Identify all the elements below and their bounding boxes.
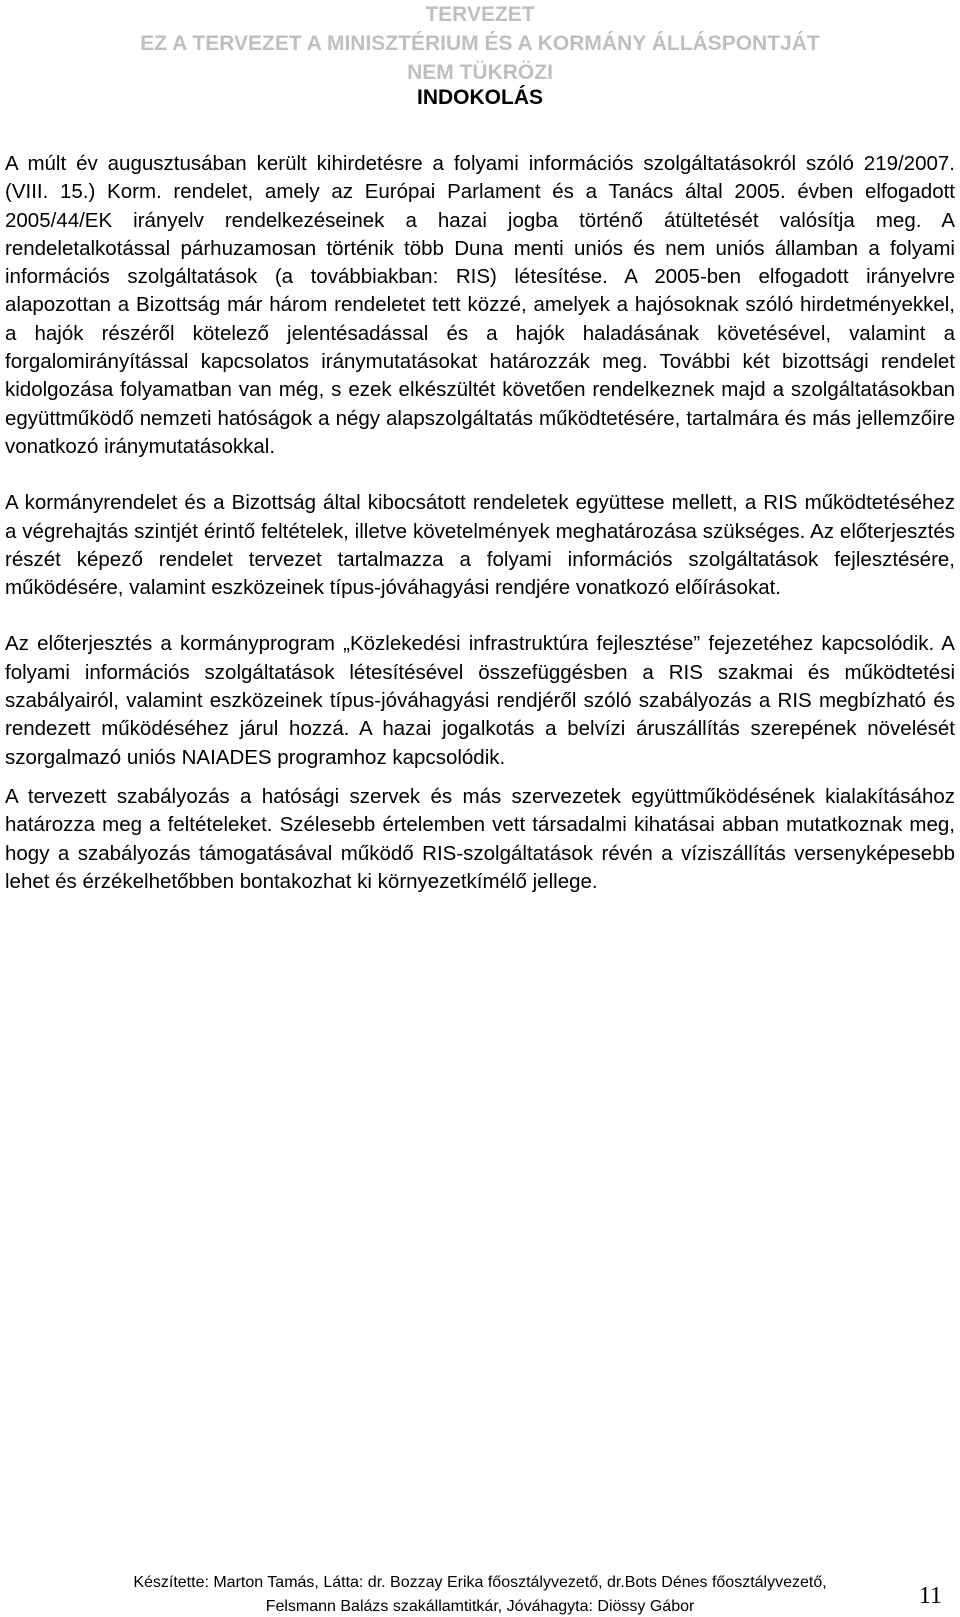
watermark-line-2: EZ A TERVEZET A MINISZTÉRIUM ÉS A KORMÁNY ÁLLÁSPONTJÁT	[140, 32, 820, 55]
footer-approval-line: Felsmann Balázs szakállamtitkár, Jóváhagyta: Diössy Gábor	[265, 1598, 695, 1615]
watermark-line-3: NEM TÜKRÖZI	[407, 61, 553, 84]
watermark-line-1: TERVEZET	[425, 3, 535, 26]
document-body	[5, 150, 955, 896]
page-number: 11	[918, 1583, 942, 1609]
paragraph: Az előterjesztés a kormányprogram „Közlekedési infrastruktúra fejlesztése” fejezetéhez kapcsolódik. A folyami információs szolgáltatások létesítésével összefüggésben a RIS szakmai és működtetési szabályairól, valamint eszközeinek típus-jóváhagyási rendjéről szóló szabályozás a RIS megbízható és rendezett működéséhez járul hozzá. A hazai jogalkotás a belvízi áruszállítás szerepének növelését szorgalmazó uniós NAIADES programhoz kapcsolódik.	[5, 632, 955, 769]
paragraph: A tervezett szabályozás a hatósági szervek és más szervezetek együttműködésének kialakításához határozza meg a feltételeket. Szélesebb értelemben vett társadalmi kihatásai abban mutatkoznak meg, hogy a szabályozás támogatásával működő RIS-szolgáltatások révén a víziszállítás versenyképesebb lehet és érzékelhetőbben bontakozhat ki környezetkímélő jellege.	[5, 784, 955, 893]
draft-watermark	[0, 0, 960, 87]
document-heading: INDOKOLÁS	[417, 86, 543, 109]
paragraph: A múlt év augusztusában került kihirdetésre a folyami információs szolgáltatásokról szóló 219/2007. (VIII. 15.) Korm. rendelet, amely az Európai Parlament és a Tanács által 2005. évben elfogadott 2005/44/EK irányelv rendelkezéseinek a hazai jogba történő átültetését valósítja meg. A rendeletalkotással párhuzamosan történik több Duna menti uniós és nem uniós államban a folyami információs szolgáltatások (a továbbiakban: RIS) létesítése. A 2005-ben elfogadott irányelvre alapozottan a Bizottság már három rendeletet tett közzé, amelyek a hajósoknak szóló hirdetményekkel, a hajók részéről kötelező jelentésadással és a hajók haladásának követésével, valamint a forgalomirányítással kapcsolatos iránymutatásokat határozzák meg. További két bizottsági rendelet kidolgozása folyamatban van még, s ezek elkészültét követően rendelkeznek majd a szolgáltatásokban együttműködő nemzeti hatóságok a négy alapszolgáltatás működtetésére, tartalmára és más jellemzőire vonatkozó iránymutatásokkal.	[5, 152, 955, 458]
paragraph: A kormányrendelet és a Bizottság által kibocsátott rendeletek együttese mellett, a RIS működtetéséhez a végrehajtás szintjét érintő feltételek, illetve követelmények meghatározása szükséges. Az előterjesztés részét képező rendelet tervezet tartalmazza a folyami információs szolgáltatások fejlesztésére, működésére, valamint eszközeinek típus-jóváhagyási rendjére vonatkozó előírásokat.	[5, 491, 955, 600]
footer-authors-line: Készítette: Marton Tamás, Látta: dr. Bozzay Erika főosztályvezető, dr.Bots Dénes főosztályvezető,	[133, 1574, 827, 1591]
